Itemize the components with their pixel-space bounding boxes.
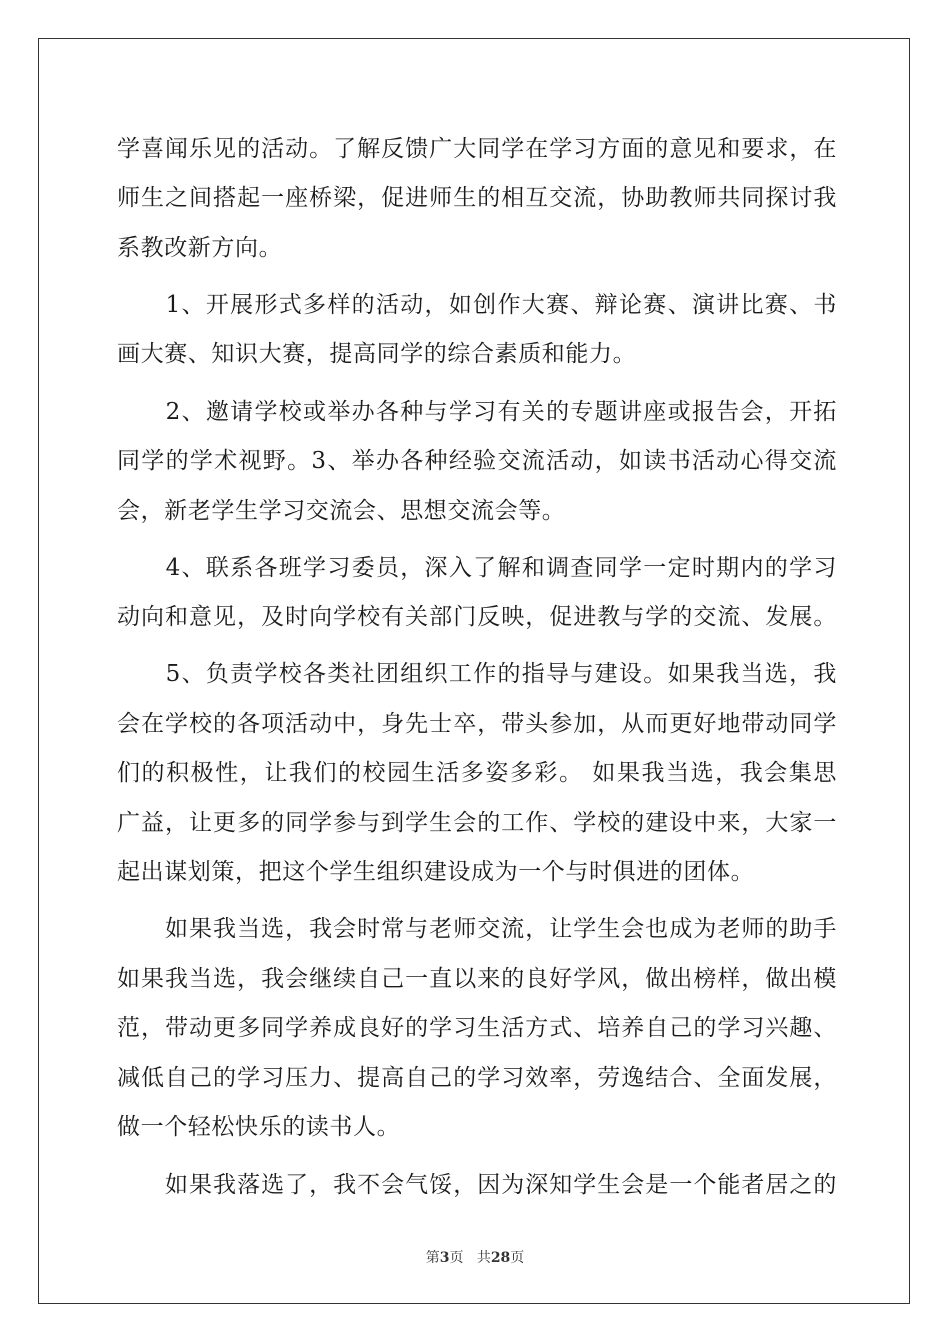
text-line: 系教改新方向。 <box>117 235 283 261</box>
text-line: 起出谋划策，把这个学生组织建设成为一个与时俱进的团体。 <box>117 859 755 885</box>
text-line: 同学的学术视野。3、举办各种经验交流活动，如读书活动心得交流 <box>117 448 837 474</box>
text-line: 范，带动更多同学养成良好的学习生活方式、培养自己的学习兴趣、 <box>117 1015 837 1041</box>
total-pages-number: 28 <box>490 1250 511 1266</box>
text-line: 4、联系各班学习委员，深入了解和调查同学一定时期内的学习 <box>117 555 837 581</box>
text-line: 学喜闻乐见的活动。了解反馈广大同学在学习方面的意见和要求，在 <box>117 136 837 162</box>
text-line: 5、负责学校各类社团组织工作的指导与建设。如果我当选，我 <box>117 661 837 687</box>
text-line: 们的积极性，让我们的校园生活多姿多彩。 如果我当选，我会集思 <box>117 760 837 786</box>
total-prefix: 共 <box>476 1250 491 1266</box>
text-line: 会，新老学生学习交流会、思想交流会等。 <box>117 498 566 524</box>
page-suffix: 页 <box>449 1250 464 1266</box>
text-line: 如果我当选，我会继续自己一直以来的良好学风，做出榜样，做出模 <box>117 966 837 992</box>
text-line: 如果我落选了，我不会气馁，因为深知学生会是一个能者居之的 <box>117 1172 837 1198</box>
text-line: 师生之间搭起一座桥梁，促进师生的相互交流，协助教师共同探讨我 <box>117 185 837 211</box>
text-line: 画大赛、知识大赛，提高同学的综合素质和能力。 <box>117 341 637 367</box>
page-prefix: 第 <box>425 1250 440 1266</box>
text-line: 会在学校的各项活动中，身先士卒，带头参加，从而更好地带动同学 <box>117 711 837 737</box>
text-line: 如果我当选，我会时常与老师交流，让学生会也成为老师的助手 <box>117 916 837 942</box>
current-page-number: 3 <box>439 1250 450 1266</box>
total-suffix: 页 <box>510 1250 525 1266</box>
text-line: 广益，让更多的同学参与到学生会的工作、学校的建设中来，大家一 <box>117 810 837 836</box>
text-line: 做一个轻松快乐的读书人。 <box>117 1114 401 1140</box>
text-line: 减低自己的学习压力、提高自己的学习效率，劳逸结合、全面发展， <box>117 1065 837 1091</box>
text-line: 2、邀请学校或举办各种与学习有关的专题讲座或报告会，开拓 <box>117 399 837 425</box>
text-line: 1、开展形式多样的活动，如创作大赛、辩论赛、演讲比赛、书 <box>117 292 837 318</box>
page-footer <box>0 1247 950 1267</box>
text-line: 动向和意见，及时向学校有关部门反映，促进教与学的交流、发展。 <box>117 604 837 630</box>
